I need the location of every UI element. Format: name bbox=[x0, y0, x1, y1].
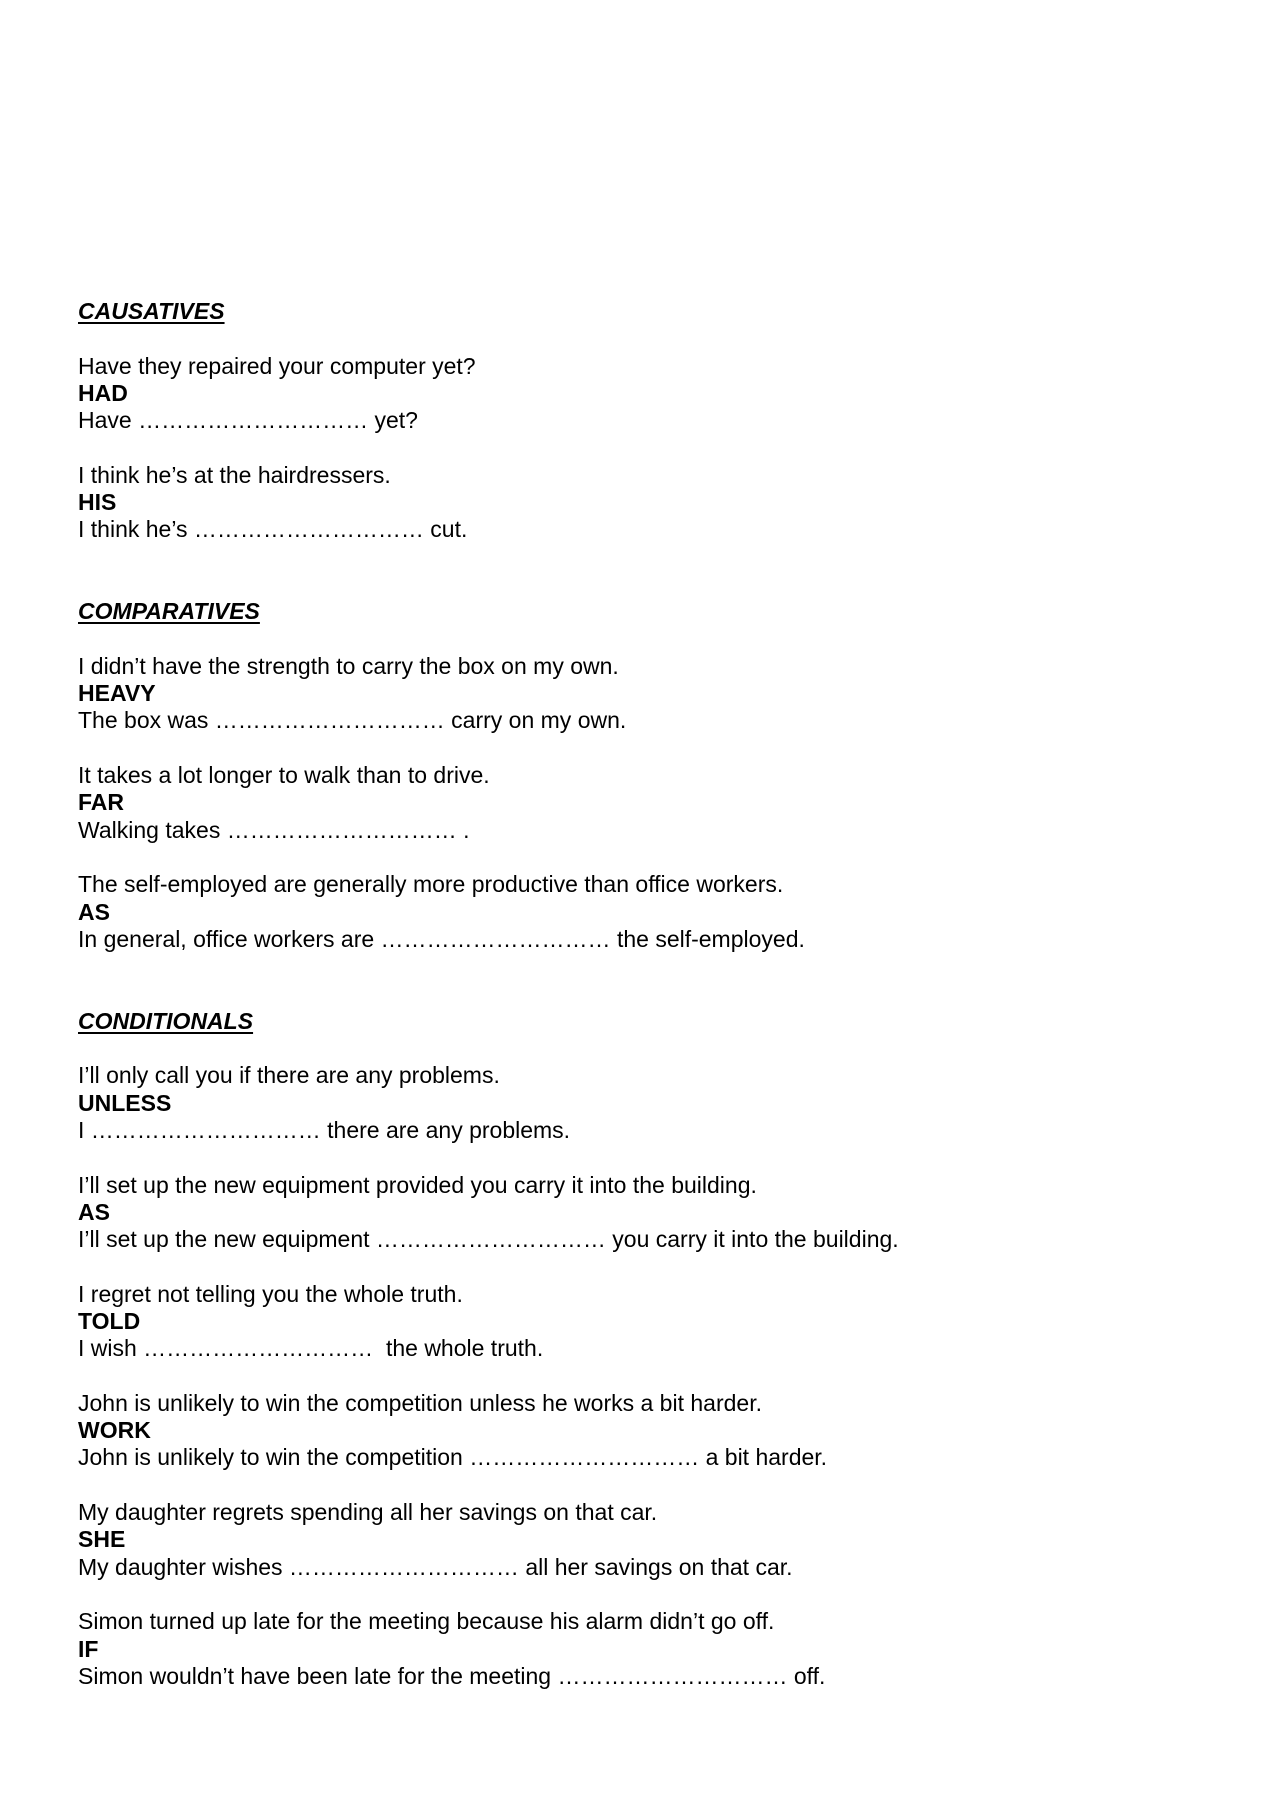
rewrite-sentence: Walking takes ………………………… . bbox=[78, 816, 470, 843]
original-sentence: I didn’t have the strength to carry the box on my own. bbox=[78, 652, 619, 679]
keyword: HIS bbox=[78, 489, 117, 516]
rewrite-sentence: My daughter wishes ………………………… all her savings on that car. bbox=[78, 1553, 793, 1580]
keyword: AS bbox=[78, 1198, 110, 1225]
exercise-item bbox=[78, 1608, 1228, 1690]
original-sentence: I’ll only call you if there are any problems. bbox=[78, 1062, 500, 1089]
keyword: IF bbox=[78, 1635, 99, 1662]
rewrite-sentence: I’ll set up the new equipment ………………………… you carry it into the building. bbox=[78, 1226, 899, 1253]
rewrite-sentence: I think he’s ………………………… cut. bbox=[78, 516, 468, 543]
keyword: AS bbox=[78, 898, 110, 925]
original-sentence: Simon turned up late for the meeting because his alarm didn’t go off. bbox=[78, 1608, 775, 1635]
section-title: COMPARATIVES bbox=[78, 598, 260, 625]
exercise-item bbox=[78, 1172, 1228, 1254]
keyword: FAR bbox=[78, 789, 124, 816]
section-conditionals bbox=[78, 1008, 1228, 1690]
keyword: WORK bbox=[78, 1417, 151, 1444]
exercise-item bbox=[78, 762, 1228, 844]
worksheet bbox=[78, 298, 1228, 1690]
exercise-item bbox=[78, 653, 1228, 735]
original-sentence: It takes a lot longer to walk than to drive. bbox=[78, 762, 490, 789]
keyword: TOLD bbox=[78, 1307, 141, 1334]
rewrite-sentence: I ………………………… there are any problems. bbox=[78, 1116, 571, 1143]
rewrite-sentence: Have ………………………… yet? bbox=[78, 407, 418, 434]
exercise-item bbox=[78, 353, 1228, 435]
section-title: CAUSATIVES bbox=[78, 298, 225, 324]
exercise-item bbox=[78, 1390, 1228, 1472]
keyword: HAD bbox=[78, 379, 128, 406]
section-causatives bbox=[78, 298, 1228, 544]
keyword: HEAVY bbox=[78, 680, 156, 707]
original-sentence: My daughter regrets spending all her savings on that car. bbox=[78, 1499, 658, 1526]
rewrite-sentence: John is unlikely to win the competition ………………………… a bit harder. bbox=[78, 1444, 828, 1471]
exercise-item bbox=[78, 871, 1228, 953]
exercise-item bbox=[78, 1281, 1228, 1363]
original-sentence: I’ll set up the new equipment provided you carry it into the building. bbox=[78, 1171, 757, 1198]
section-comparatives bbox=[78, 598, 1228, 953]
original-sentence: The self-employed are generally more productive than office workers. bbox=[78, 871, 784, 898]
original-sentence: Have they repaired your computer yet? bbox=[78, 352, 476, 379]
exercise-item bbox=[78, 1062, 1228, 1144]
section-title: CONDITIONALS bbox=[78, 1007, 254, 1034]
rewrite-sentence: I wish ………………………… the whole truth. bbox=[78, 1335, 544, 1362]
rewrite-sentence: Simon wouldn’t have been late for the meeting ………………………… off. bbox=[78, 1662, 826, 1689]
exercise-item bbox=[78, 462, 1228, 544]
rewrite-sentence: In general, office workers are ………………………… the self-employed. bbox=[78, 925, 805, 952]
original-sentence: I regret not telling you the whole truth. bbox=[78, 1280, 463, 1307]
exercise-item bbox=[78, 1499, 1228, 1581]
original-sentence: John is unlikely to win the competition unless he works a bit harder. bbox=[78, 1389, 762, 1416]
keyword: SHE bbox=[78, 1526, 126, 1553]
original-sentence: I think he’s at the hairdressers. bbox=[78, 461, 391, 488]
keyword: UNLESS bbox=[78, 1089, 172, 1116]
rewrite-sentence: The box was ………………………… carry on my own. bbox=[78, 707, 627, 734]
